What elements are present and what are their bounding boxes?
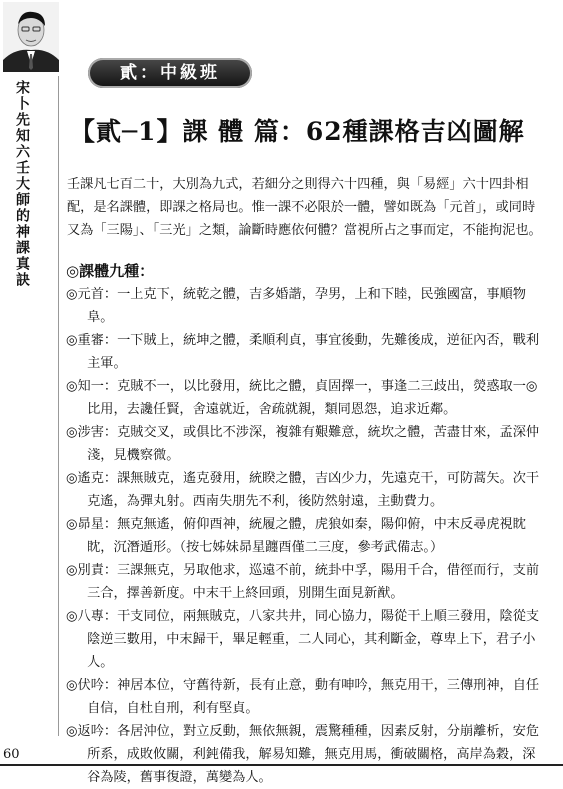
intro-paragraph: 壬課凡七百二十，大別為九式，若細分之則得六十四種，與「易經」六十四卦相配，是名課體，即課之格局也。惟一課不必限於一體，譬如既為「元首」，或同時又為「三陽」、「三光」之類，論斷時應依何體？當視所占之事而定，不能拘泥也。 <box>67 177 542 238</box>
section-banner-label: 貳：中級班 <box>120 63 220 83</box>
list-item: ◎涉害：克賊交叉，或俱比不涉深，複雜有艱難意，統坎之體，苦盡甘來，孟深仲淺，見機察微。 <box>66 425 540 463</box>
chapter-heading: 【貳─1】課 體 篇：62種課格吉凶圖解 <box>70 117 525 146</box>
list-item: ◎重審：一下賊上，統坤之體，柔順利貞，事宜後動，先難後成，逆征內否，戰利主軍。 <box>66 333 540 371</box>
list-item: ◎返吟：各居沖位，對立反動，無依無親，震驚種種，因素反射，分崩離析，安危所系，成敗攸關，利鈍備我，解易知難，無克用馬，衝破關格，高岸為穀，深谷為陵，舊事復證，萬變為人。 <box>66 724 540 785</box>
author-portrait <box>3 2 59 72</box>
footer-rule <box>0 764 563 766</box>
subheading: ◎課體九種： <box>66 262 155 280</box>
lesson-type-list <box>66 283 548 789</box>
section-banner <box>88 58 252 88</box>
list-item: ◎昴星：無克無遙，俯仰酉神，統履之體，虎狼如秦，陽仰俯，中末反尋虎視眈眈，沉潛遁形。（按七姊妹昴星躔酉僅二三度，參考武備志。） <box>66 517 526 555</box>
page-number: 60 <box>3 747 20 762</box>
list-item: ◎元首：一上克下，統乾之體，吉多婚諧，孕男，上和下睦，民強國富，事順物阜。 <box>66 287 526 325</box>
sidebar-divider <box>58 76 59 736</box>
vertical-book-title: 宋卜先知六壬大師的神課真訣 <box>14 80 30 288</box>
list-item: ◎知一：克賊不一，以比發用，統比之體，貞固擇一，事逢二三歧出，熒惑取一◎比用，去讒任賢，舍遠就近，舍疏就親，類同恩怨，追求近鄰。 <box>66 379 538 417</box>
list-item: ◎伏吟：神居本位，守舊待新，長有止意，動有呻吟，無克用干，三傳刑神，自任自信，自杜自刑，利有堅貞。 <box>66 678 540 716</box>
list-item: ◎八專：干支同位，兩無賊克，八家共井，同心協力，陽從干上順三發用，陰從支陰逆三數用，中末歸干，畢足輕重，二人同心，其利斷金，尊卑上下，君子小人。 <box>66 609 540 670</box>
list-item: ◎別責：三課無克，另取他求，巡遠不前，統卦中孚，陽用千合，借徑而行，支前三合，擇善新度。中末干上終回頭，別開生面見新猷。 <box>66 563 540 601</box>
list-item: ◎遙克：課無賊克，遙克發用，統睽之體，吉凶少力，先遠克干，可防蒿矢。次干克遙，為彈丸射。西南失朋先不利，後防然射遠，主動費力。 <box>66 471 540 509</box>
